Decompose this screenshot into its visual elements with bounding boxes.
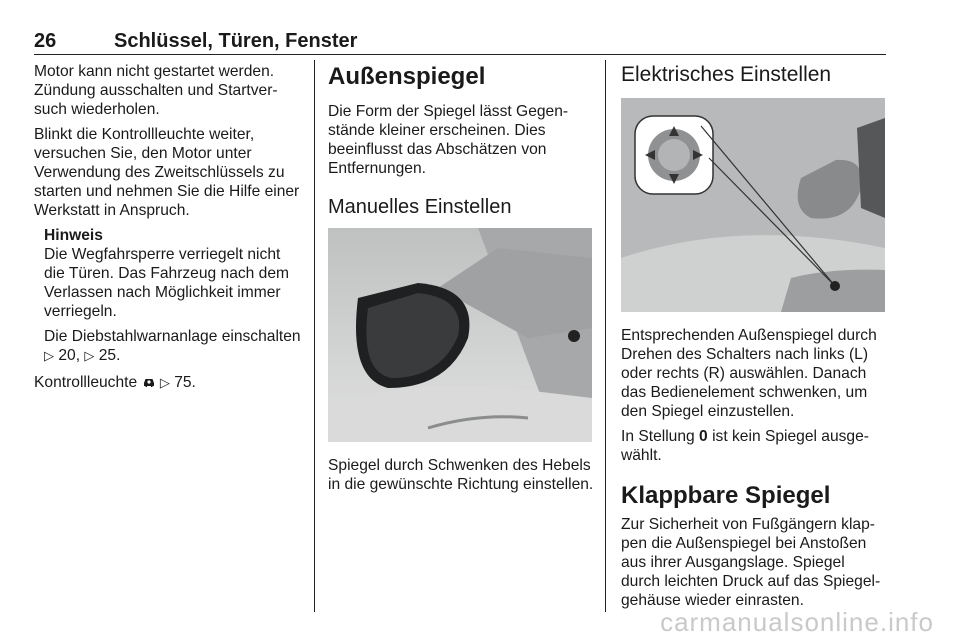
note-paragraph-2: [44, 327, 302, 365]
subheading-folding: Klappbare Spiegel: [621, 482, 831, 509]
page-ref[interactable]: 20,: [58, 347, 81, 364]
position-text-b: ist kein Spiegel ausgewählt.: [621, 428, 869, 464]
subheading-electric: Elektrisches Einstellen: [621, 63, 832, 86]
paragraph-mirror-shape: Die Form der Spiegel lässt Gegenstände kleiner erscheinen. Dies beeinflusst das Abschätzen von Entfernungen.: [328, 103, 569, 177]
column-1: [34, 62, 302, 398]
note-box: [34, 226, 302, 365]
column-divider-1: [314, 60, 315, 612]
ref-arrow-icon: ▷: [44, 348, 54, 363]
note-text: Die Diebstahlwarnanlage einschalten: [44, 328, 301, 345]
column-2: [328, 62, 594, 500]
watermark: carmanualsonline.info: [660, 607, 934, 637]
page-number: 26: [34, 30, 57, 52]
page-ref[interactable]: 75.: [174, 374, 196, 391]
note-title: Hinweis: [44, 227, 103, 244]
position-text-a: In Stellung: [621, 428, 695, 445]
subheading-manual: Manuelles Einstellen: [328, 196, 512, 218]
caption-manual: Spiegel durch Schwenken des Hebels in die gewünschte Richtung einstellen.: [328, 457, 594, 493]
column-3: [621, 62, 887, 616]
paragraph-folding: Zur Sicherheit von Fußgängern klappen die Außenspiegel bei Anstoßen aus ihrer Ausgangslage. Spiegel durch leichten Druck auf das Spiegelgehäuse wieder einrasten.: [621, 516, 881, 609]
ref-arrow-icon: ▷: [84, 348, 95, 363]
ref-arrow-icon: ▷: [159, 375, 170, 390]
paragraph-engine: Motor kann nicht gestartet werden. Zündung ausschalten und Startversuch wiederholen.: [34, 63, 278, 118]
electric-mirror-illustration: [621, 98, 885, 312]
paragraph-indicator: [34, 373, 302, 392]
paragraph-position-zero: [621, 427, 887, 465]
chapter-title: Schlüssel, Türen, Fenster: [114, 30, 358, 52]
note-paragraph-1: Die Wegfahrsperre verriegelt nicht die Türen. Das Fahrzeug nach dem Verlassen nach Möglichkeit immer verriegeln.: [44, 246, 290, 320]
car-key-icon: [142, 376, 156, 388]
indicator-text: Kontrollleuchte: [34, 374, 138, 391]
page-ref[interactable]: 25.: [98, 347, 121, 364]
position-zero: 0: [699, 428, 708, 445]
electric-mirror-image: [621, 98, 885, 312]
page-header: [34, 30, 886, 52]
section-heading: Außenspiegel: [328, 63, 486, 90]
paragraph-warning-light: Blinkt die Kontrollleuchte weiter, versuchen Sie, den Motor unter Verwendung des Zweitschlüssels zu starten und nehmen Sie die Hilfe einer Werkstatt in Anspruch.: [34, 126, 300, 219]
header-rule: [34, 54, 886, 55]
column-divider-2: [605, 60, 606, 612]
paragraph-select-mirror: Entsprechenden Außenspiegel durch Drehen des Schalters nach links (L) oder rechts (R) auswählen. Danach das Bedienelement schwenken, um den Spiegel einzustellen.: [621, 327, 877, 420]
manual-mirror-image: [328, 228, 592, 442]
manual-mirror-illustration: [328, 228, 592, 442]
